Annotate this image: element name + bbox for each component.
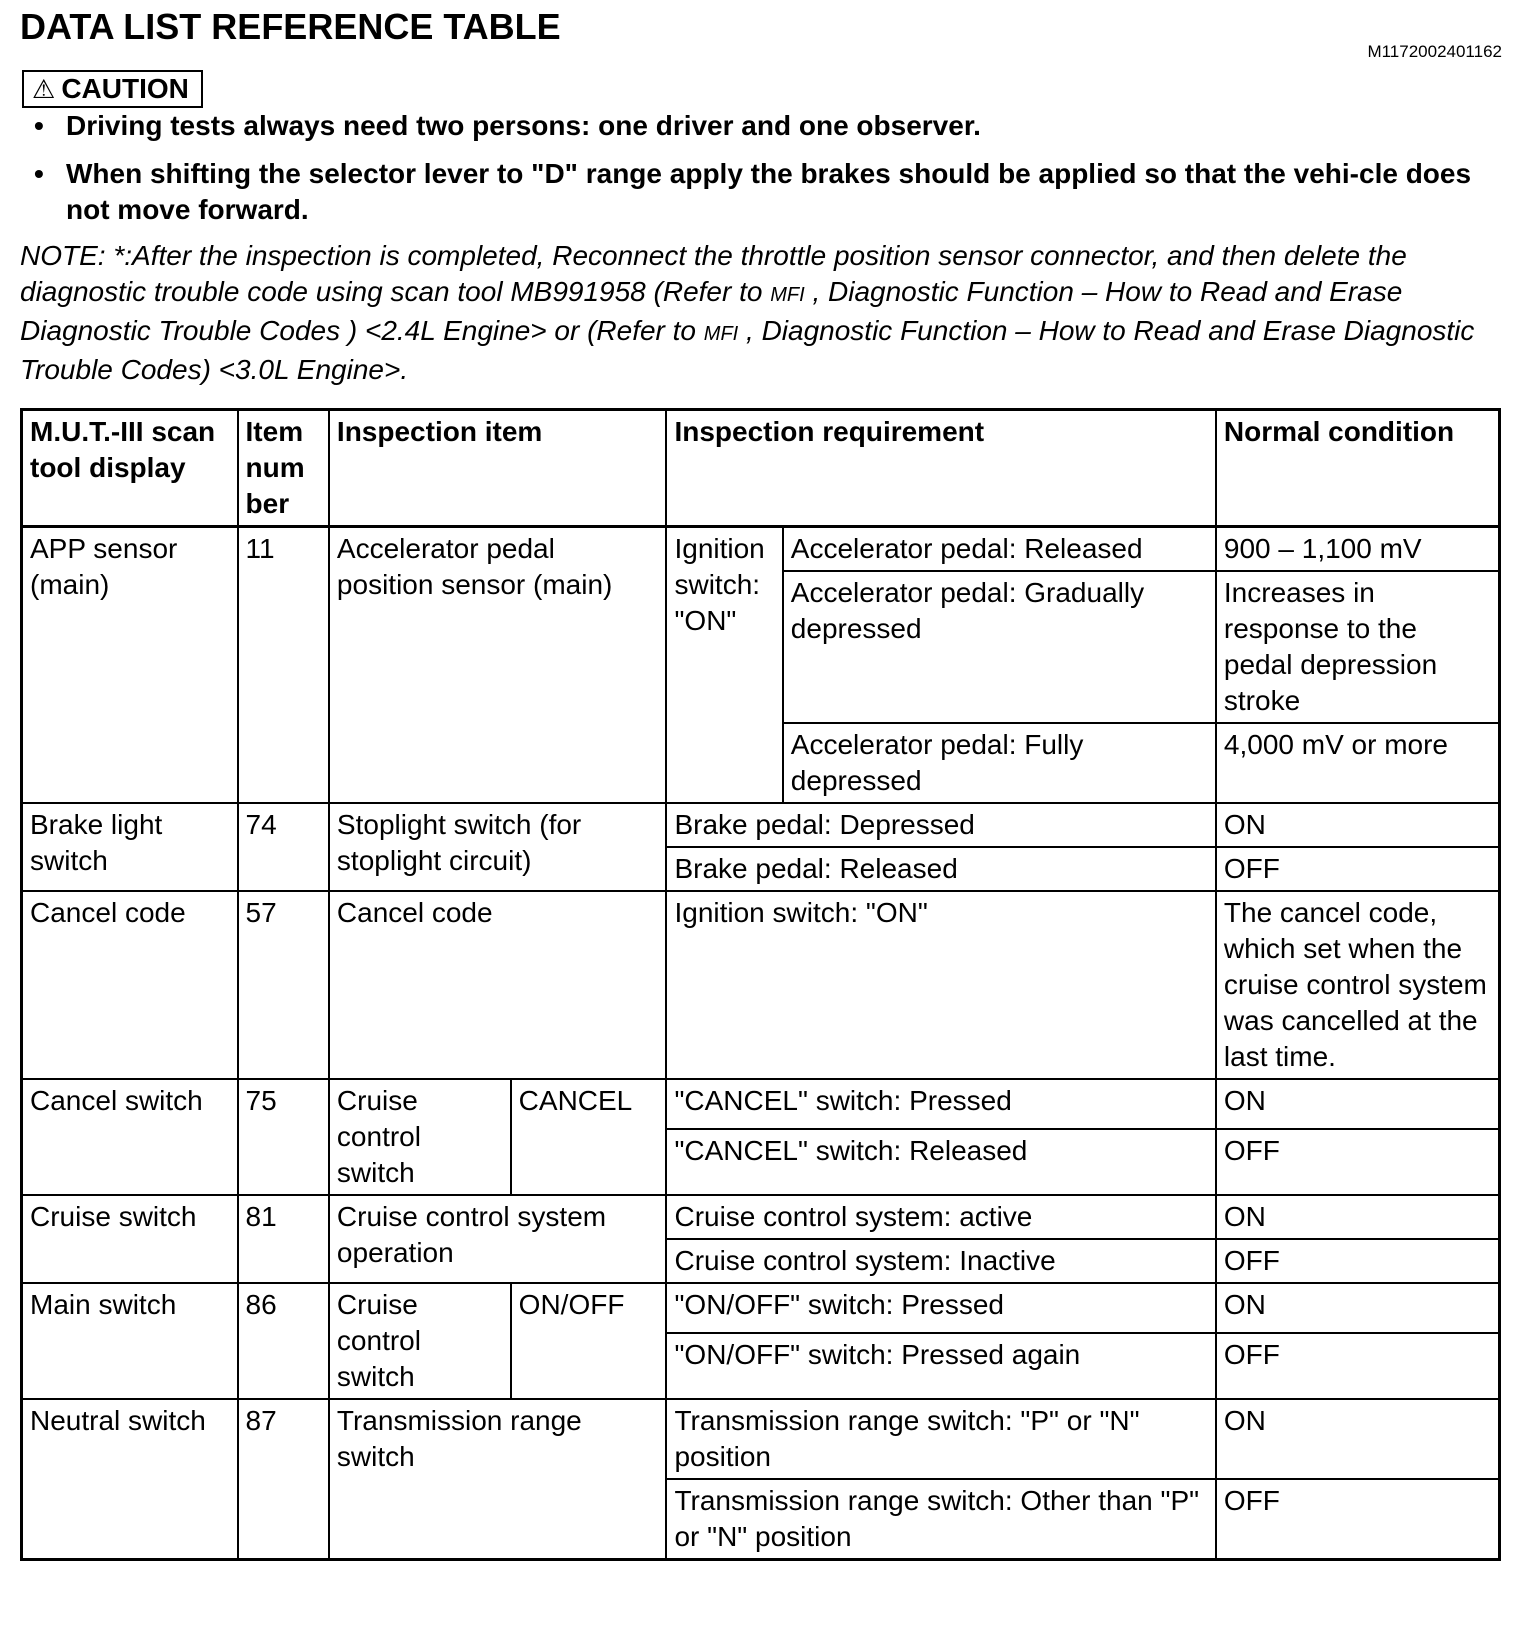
cell-requirement: Brake pedal: Depressed xyxy=(666,803,1215,847)
cell-normal: ON xyxy=(1216,803,1500,847)
cell-inspection-item: Transmission range switch xyxy=(329,1399,667,1560)
cell-normal: 900 – 1,100 mV xyxy=(1216,527,1500,572)
cell-display: Neutral switch xyxy=(22,1399,238,1560)
data-list-table xyxy=(20,408,1501,1561)
cell-inspection-item: Cruise control switch xyxy=(329,1079,511,1195)
cell-display: Cancel switch xyxy=(22,1079,238,1195)
page-title: DATA LIST REFERENCE TABLE xyxy=(20,6,561,47)
bullet-dot-icon: • xyxy=(34,110,44,141)
header-inspection-item: Inspection item xyxy=(329,410,667,527)
cell-requirement: Accelerator pedal: Released xyxy=(783,527,1216,572)
cell-inspection-item: Accelerator pedal position sensor (main) xyxy=(329,527,667,804)
cell-display: APP sensor (main) xyxy=(22,527,238,804)
table-row xyxy=(22,527,1500,572)
cell-item-number: 86 xyxy=(238,1283,329,1399)
cell-inspection-item: Stoplight switch (for stoplight circuit) xyxy=(329,803,667,891)
cell-requirement: Transmission range switch: "P" or "N" position xyxy=(666,1399,1215,1479)
cell-normal: OFF xyxy=(1216,1129,1500,1195)
cell-display: Cruise switch xyxy=(22,1195,238,1283)
cell-normal: The cancel code, which set when the cruise control system was cancelled at the last time. xyxy=(1216,891,1500,1079)
table-row xyxy=(22,1283,1500,1333)
cell-switch-name: CANCEL xyxy=(511,1079,667,1195)
caution-bullet xyxy=(28,156,1498,228)
cell-requirement: "ON/OFF" switch: Pressed xyxy=(666,1283,1215,1333)
cell-display: Brake light switch xyxy=(22,803,238,891)
header-display: M.U.T.-III scan tool display xyxy=(22,410,238,527)
bullet-dot-icon: • xyxy=(34,158,44,189)
cell-normal: OFF xyxy=(1216,1479,1500,1560)
cell-normal: OFF xyxy=(1216,847,1500,891)
table-row xyxy=(22,1399,1500,1479)
cell-inspection-item: Cancel code xyxy=(329,891,667,1079)
cell-item-number: 74 xyxy=(238,803,329,891)
cell-requirement: Transmission range switch: Other than "P" or "N" position xyxy=(666,1479,1215,1560)
cell-normal: ON xyxy=(1216,1399,1500,1479)
table-row xyxy=(22,1079,1500,1129)
cell-requirement: Cruise control system: active xyxy=(666,1195,1215,1239)
caution-bullet xyxy=(28,108,1498,144)
header-normal-condition: Normal condition xyxy=(1216,410,1500,527)
cell-normal: OFF xyxy=(1216,1239,1500,1283)
cell-switch-name: ON/OFF xyxy=(511,1283,667,1399)
note-text: , Diagnostic Function – How to Read and Erase Diagnostic Trouble Codes) <3.0L Engine>. xyxy=(20,315,1475,385)
cell-inspection-item: Cruise control system operation xyxy=(329,1195,667,1283)
cell-normal: OFF xyxy=(1216,1333,1500,1399)
cell-display: Main switch xyxy=(22,1283,238,1399)
table-row xyxy=(22,803,1500,847)
note-text: NOTE: *:After the inspection is completed, Reconnect the throttle position sensor connector, and then delete the diagnostic trouble code using scan tool MB991958 (Refer to xyxy=(20,240,1407,307)
header-item-number: Item num ber xyxy=(238,410,329,527)
cell-requirement: Brake pedal: Released xyxy=(666,847,1215,891)
table-row xyxy=(22,891,1500,1079)
caution-bullet-text: Driving tests always need two persons: one driver and one observer. xyxy=(66,110,981,141)
cell-item-number: 87 xyxy=(238,1399,329,1560)
cell-normal: ON xyxy=(1216,1283,1500,1333)
cell-requirement: Accelerator pedal: Fully depressed xyxy=(783,723,1216,803)
note-text: , Diagnostic Function – How to Read and Erase Diagnostic Trouble Codes ) <2.4L Engine> or (Refer to xyxy=(20,276,1403,346)
cell-normal: Increases in response to the pedal depression stroke xyxy=(1216,571,1500,723)
cell-condition: Ignition switch: "ON" xyxy=(666,527,782,804)
cell-item-number: 57 xyxy=(238,891,329,1079)
caution-bullets xyxy=(28,108,1498,240)
cell-display: Cancel code xyxy=(22,891,238,1079)
cell-normal: ON xyxy=(1216,1195,1500,1239)
cell-normal: 4,000 mV or more xyxy=(1216,723,1500,803)
cell-requirement: Ignition switch: "ON" xyxy=(666,891,1215,1079)
note-paragraph xyxy=(20,238,1500,388)
cell-normal: ON xyxy=(1216,1079,1500,1129)
caution-label: CAUTION xyxy=(61,73,189,104)
caution-bullet-text: When shifting the selector lever to "D" range apply the brakes should be applied so that the vehi-cle does not move forward. xyxy=(66,158,1472,225)
warning-triangle-icon: ⚠ xyxy=(32,73,56,104)
cell-requirement: Accelerator pedal: Gradually depressed xyxy=(783,571,1216,723)
mfi-link[interactable]: MFI xyxy=(770,284,805,306)
cell-item-number: 81 xyxy=(238,1195,329,1283)
cell-item-number: 75 xyxy=(238,1079,329,1195)
cell-requirement: "ON/OFF" switch: Pressed again xyxy=(666,1333,1215,1399)
cell-item-number: 11 xyxy=(238,527,329,804)
cell-requirement: "CANCEL" switch: Pressed xyxy=(666,1079,1215,1129)
table-header-row xyxy=(22,410,1500,527)
document-id: M1172002401162 xyxy=(1367,42,1502,61)
caution-label-box xyxy=(22,70,203,108)
table-row xyxy=(22,1195,1500,1239)
header-requirement: Inspection requirement xyxy=(666,410,1215,527)
cell-requirement: Cruise control system: Inactive xyxy=(666,1239,1215,1283)
mfi-link[interactable]: MFI xyxy=(703,323,739,345)
cell-requirement: "CANCEL" switch: Released xyxy=(666,1129,1215,1195)
cell-inspection-item: Cruise control switch xyxy=(329,1283,511,1399)
